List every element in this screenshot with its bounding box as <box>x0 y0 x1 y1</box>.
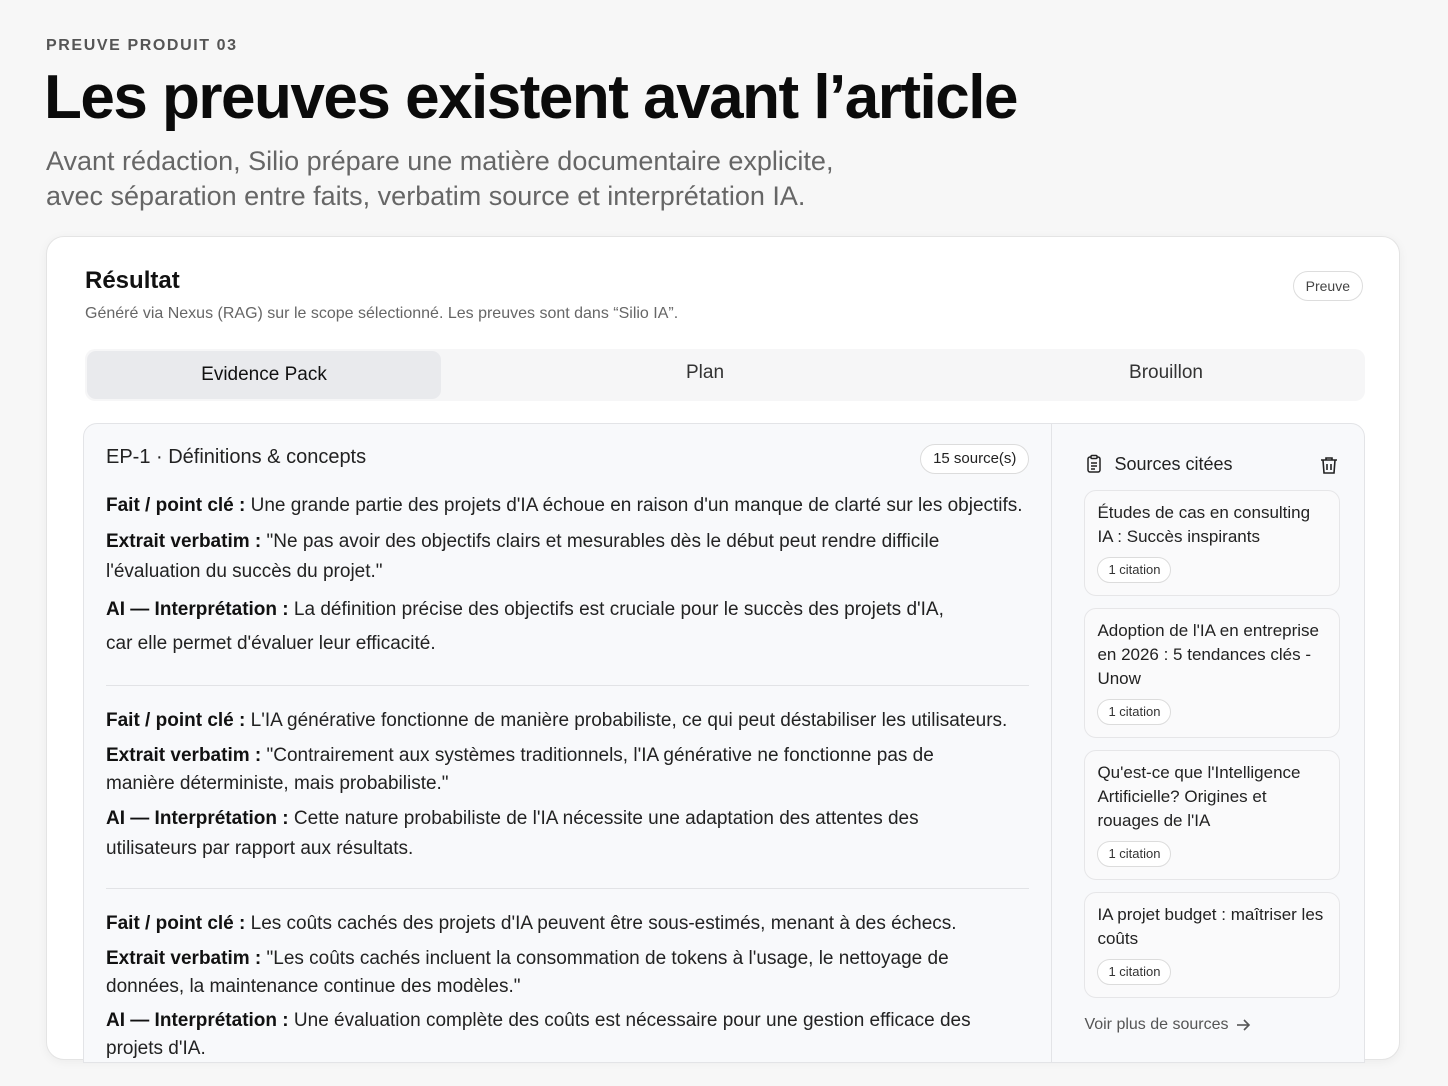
fact-text: Les coûts cachés des projets d'IA peuvent être sous-estimés, menant à des échecs. <box>245 913 957 934</box>
fact-text: L'IA générative fonctionne de manière probabiliste, ce qui peut déstabiliser les utilisateurs. <box>245 710 1008 731</box>
source-card[interactable] <box>1084 608 1340 738</box>
subtitle-line: Avant rédaction, Silio prépare une matière documentaire explicite, <box>46 146 834 176</box>
ai-row <box>106 1007 1029 1063</box>
fact-row <box>106 491 1029 521</box>
ai-row <box>106 804 1029 864</box>
document-icon <box>1084 454 1104 474</box>
verbatim-row <box>106 527 1029 587</box>
more-sources-label: Voir plus de sources <box>1084 1016 1229 1033</box>
sources-header <box>1084 450 1340 478</box>
source-title: IA projet budget : maîtriser les coûts <box>1097 905 1324 948</box>
trash-icon[interactable] <box>1318 454 1340 476</box>
fact-label: Fait / point clé : <box>106 710 246 731</box>
verbatim-text: "Les coûts cachés incluent la consommation de tokens à l'usage, le nettoyage de données, la maintenance continue des modèles." <box>106 948 949 997</box>
ai-label: AI — Interprétation : <box>106 599 289 620</box>
source-title: Études de cas en consulting IA : Succès inspirants <box>1097 503 1311 546</box>
ai-text: La définition précise des objectifs est cruciale pour le succès des projets d'IA, car elle permet d'évaluer leur efficacité. <box>106 599 944 654</box>
tab-evidence-pack[interactable]: Evidence Pack <box>87 351 441 399</box>
sources-title: Sources citées <box>1114 453 1233 474</box>
ai-text: Une évaluation complète des coûts est nécessaire pour une gestion efficace des projets d'IA. <box>106 1010 971 1059</box>
eyebrow: PREUVE PRODUIT 03 <box>46 37 238 54</box>
page-subtitle <box>46 144 926 214</box>
evidence-pack-title: EP-1 · Définitions & concepts <box>106 446 367 468</box>
fact-label: Fait / point clé : <box>106 913 246 934</box>
citation-badge: 1 citation <box>1097 557 1171 583</box>
arrow-right-icon <box>1235 1018 1251 1032</box>
tab-plan[interactable]: Plan <box>685 362 725 383</box>
page-title: Les preuves existent avant l’article <box>44 63 1017 132</box>
citation-badge: 1 citation <box>1097 841 1171 867</box>
evidence-item <box>106 706 1029 889</box>
source-title: Qu'est-ce que l'Intelligence Artificielle? Origines et rouages de l'IA <box>1097 763 1301 830</box>
verbatim-label: Extrait verbatim : <box>106 745 262 766</box>
verbatim-row <box>106 945 1029 1001</box>
result-card <box>46 236 1400 1060</box>
verbatim-text: "Ne pas avoir des objectifs clairs et mesurables dès le début peut rendre difficile l'évaluation du succès du projet." <box>106 531 940 582</box>
more-sources-link[interactable] <box>1084 1016 1340 1034</box>
fact-text: Une grande partie des projets d'IA échoue en raison d'un manque de clarté sur les objectifs. <box>245 495 1023 516</box>
card-description: Généré via Nexus (RAG) sur le scope sélectionné. Les preuves sont dans “Silio IA”. <box>85 305 679 322</box>
ai-label: AI — Interprétation : <box>106 808 289 829</box>
citation-badge: 1 citation <box>1097 959 1171 985</box>
verbatim-row <box>106 742 1029 798</box>
citation-badge: 1 citation <box>1097 699 1171 725</box>
evidence-pack <box>84 424 1052 1062</box>
tab-bar <box>85 349 1365 401</box>
card-title: Résultat <box>85 267 180 294</box>
evidence-panel <box>83 423 1365 1063</box>
tab-brouillon[interactable]: Brouillon <box>1129 362 1203 383</box>
fact-row <box>106 909 1029 939</box>
fact-row <box>106 706 1029 736</box>
proof-badge: Preuve <box>1293 271 1363 301</box>
ai-label: AI — Interprétation : <box>106 1010 289 1031</box>
sources-panel <box>1052 424 1364 1062</box>
source-card[interactable] <box>1084 490 1340 596</box>
fact-label: Fait / point clé : <box>106 495 246 516</box>
evidence-item <box>106 491 1029 686</box>
subtitle-line: avec séparation entre faits, verbatim source et interprétation IA. <box>46 181 806 211</box>
verbatim-label: Extrait verbatim : <box>106 531 262 552</box>
verbatim-text: "Contrairement aux systèmes traditionnels, l'IA générative ne fonctionne pas de manière déterministe, mais probabiliste." <box>106 745 934 794</box>
source-title: Adoption de l'IA en entreprise en 2026 : 5 tendances clés - Unow <box>1097 621 1320 688</box>
ai-text: Cette nature probabiliste de l'IA nécessite une adaptation des attentes des utilisateurs par rapport aux résultats. <box>106 808 919 859</box>
ai-row <box>106 593 1029 661</box>
evidence-item <box>106 909 1029 1063</box>
verbatim-label: Extrait verbatim : <box>106 948 262 969</box>
source-card[interactable] <box>1084 750 1340 880</box>
source-count-badge: 15 source(s) <box>920 444 1029 474</box>
source-card[interactable] <box>1084 892 1340 998</box>
